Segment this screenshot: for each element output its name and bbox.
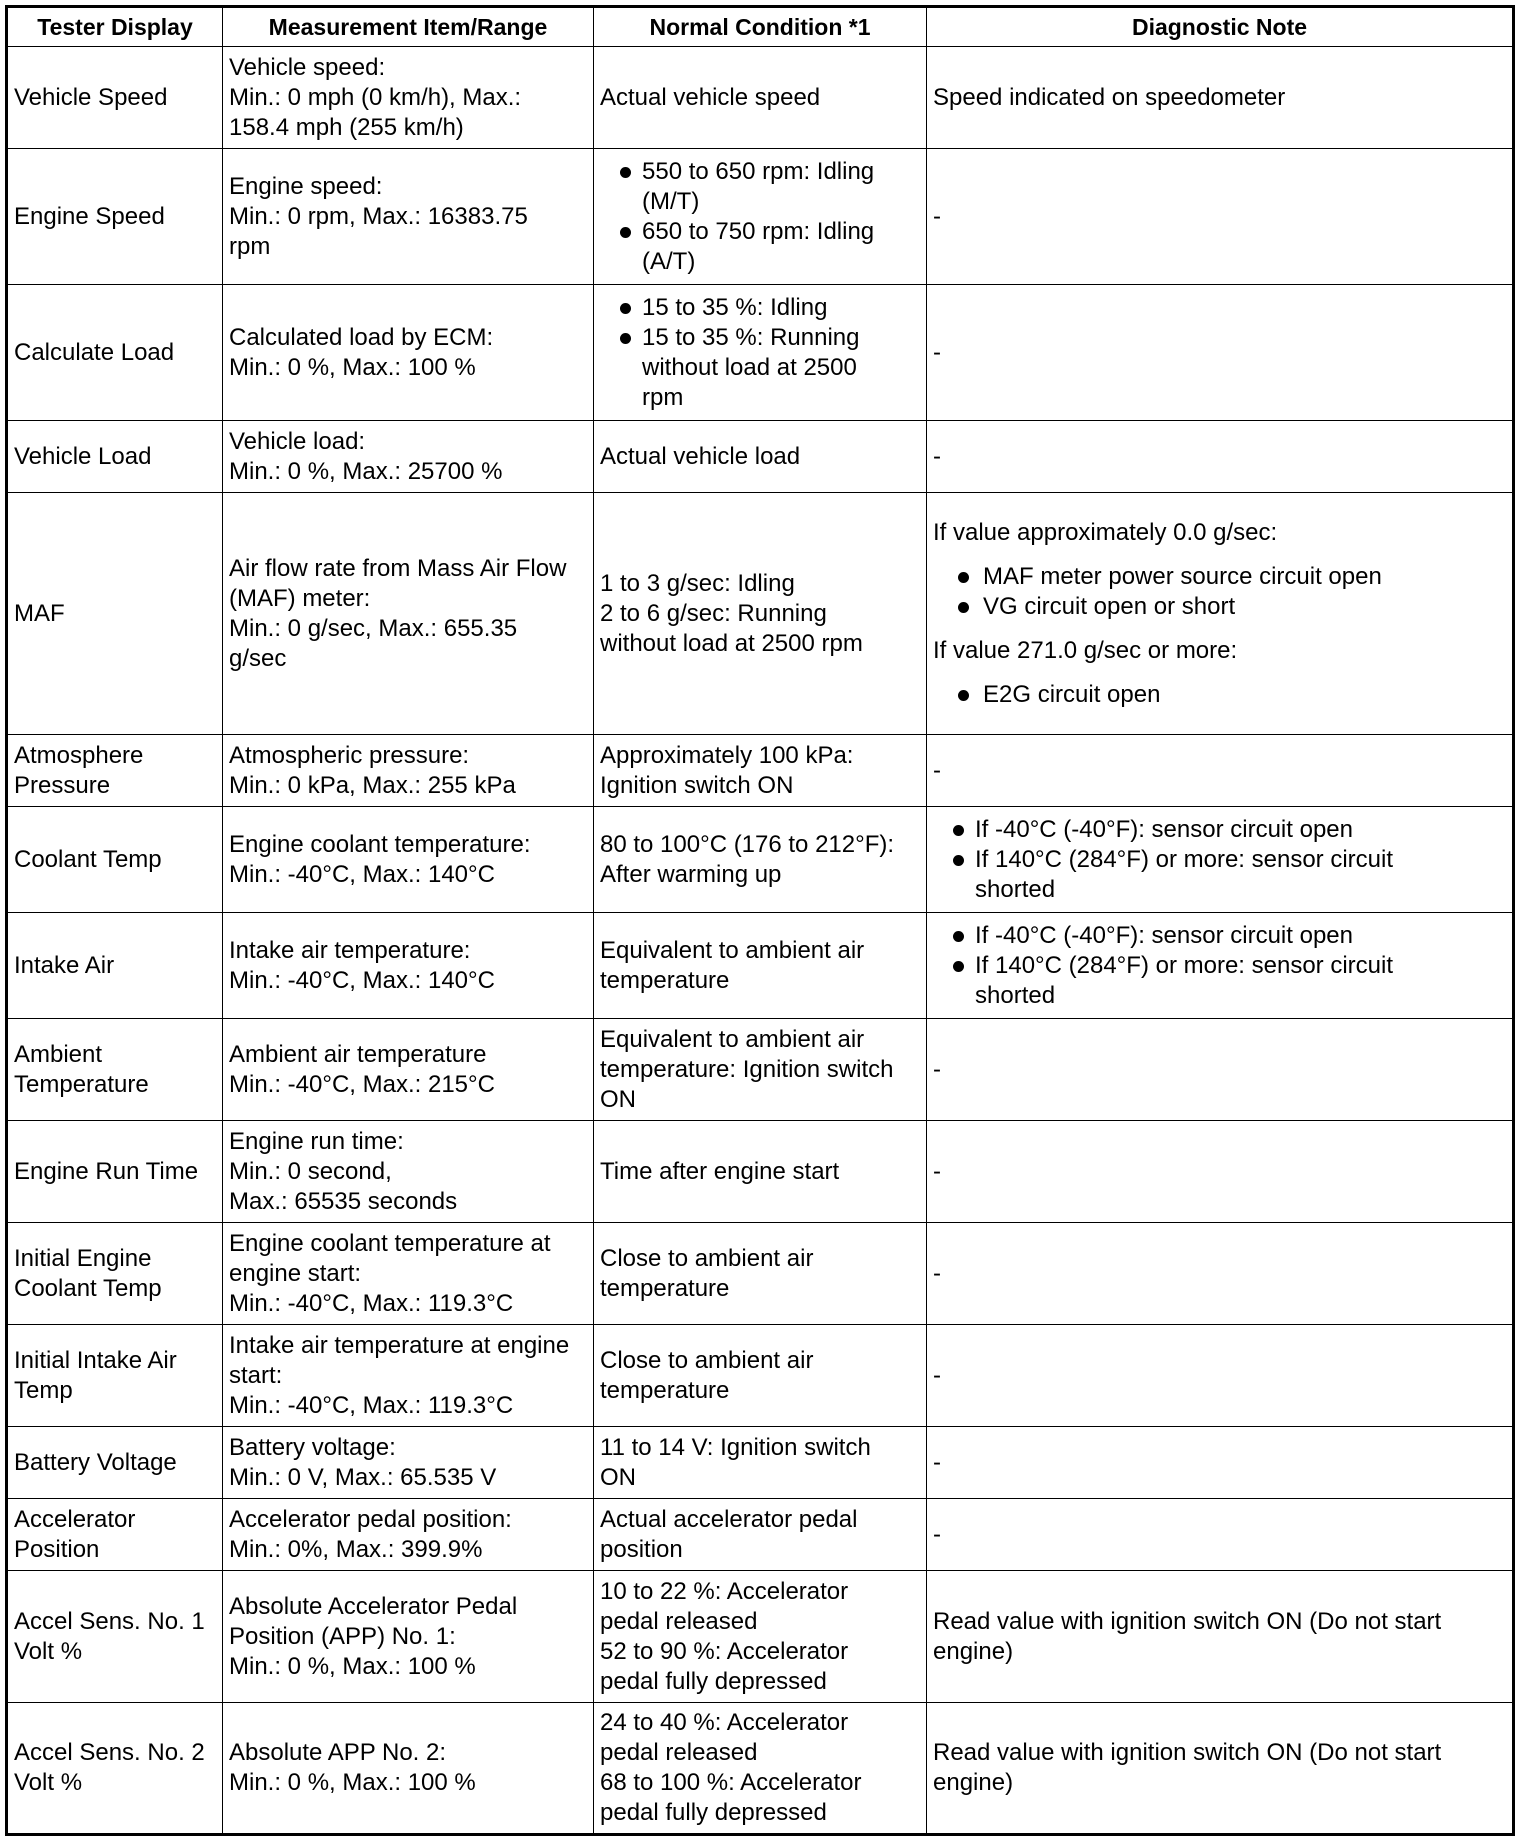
text-line: After warming up — [600, 860, 782, 888]
text-line: - — [933, 756, 941, 784]
text-line: - — [933, 202, 941, 230]
table-row — [7, 1019, 1514, 1121]
cell-measurement-range — [223, 1703, 594, 1835]
text-line: 68 to 100 %: Accelerator — [600, 1769, 862, 1796]
note-intro: If value 271.0 g/sec or more: — [933, 636, 1238, 664]
text-line: MAF — [14, 599, 65, 627]
text-line: temperature: Ignition switch — [600, 1055, 894, 1083]
table-body — [7, 47, 1514, 1835]
cell-diagnostic-note — [927, 149, 1514, 285]
text-line: - — [933, 1361, 941, 1389]
table-row — [7, 421, 1514, 493]
text-line: temperature — [600, 966, 730, 994]
text-line: Min.: 0 second, — [229, 1157, 392, 1185]
text-line: Calculate Load — [14, 338, 175, 366]
text-line: Accelerator pedal position: — [229, 1505, 512, 1533]
bullet-item — [600, 323, 920, 413]
text-line: Min.: -40°C, Max.: 119.3°C — [229, 1391, 514, 1419]
text-line: pedal released — [600, 1607, 758, 1635]
cell-diagnostic-note — [927, 1325, 1514, 1427]
text-line: Time after engine start — [600, 1157, 840, 1185]
cell-normal-condition — [594, 149, 927, 285]
cell-tester-display — [7, 1571, 223, 1703]
table-row — [7, 1325, 1514, 1427]
text-line: 10 to 22 %: Accelerator — [600, 1577, 849, 1605]
text-line: - — [933, 338, 941, 366]
cell-tester-display — [7, 1223, 223, 1325]
cell-normal-condition — [594, 1571, 927, 1703]
cell-normal-condition — [594, 1703, 927, 1835]
text-line: Min.: 0%, Max.: 399.9% — [229, 1535, 483, 1563]
text-line: Actual vehicle load — [600, 442, 801, 470]
text-line: Coolant Temp — [14, 1274, 162, 1302]
text-line: Min.: 0 kPa, Max.: 255 kPa — [229, 771, 516, 799]
cell-measurement-range — [223, 1325, 594, 1427]
cell-tester-display — [7, 285, 223, 421]
bullet-item — [600, 293, 920, 323]
cell-diagnostic-note — [927, 1571, 1514, 1703]
table-row — [7, 1703, 1514, 1835]
cell-diagnostic-note — [927, 1499, 1514, 1571]
text-line: Vehicle load: — [229, 427, 366, 455]
cell-normal-condition — [594, 47, 927, 149]
table-row — [7, 1499, 1514, 1571]
bullet-line: 15 to 35 %: Idling — [642, 293, 828, 321]
text-line: engine) — [933, 1637, 1014, 1665]
text-line: Read value with ignition switch ON (Do not start — [933, 1607, 1442, 1635]
text-line: Engine speed: — [229, 172, 383, 200]
cell-normal-condition — [594, 1499, 927, 1571]
text-line: Speed indicated on speedometer — [933, 83, 1286, 111]
text-line: Accel Sens. No. 1 — [14, 1607, 205, 1635]
text-line: Battery Voltage — [14, 1448, 177, 1476]
cell-measurement-range — [223, 1121, 594, 1223]
bullet-item — [933, 921, 1506, 951]
text-line: Position (APP) No. 1: — [229, 1622, 456, 1650]
text-line: Min.: 0 %, Max.: 25700 % — [229, 457, 503, 485]
bullet-list — [933, 921, 1506, 1011]
text-line: Vehicle Load — [14, 442, 152, 470]
table-row — [7, 1427, 1514, 1499]
table-row — [7, 1121, 1514, 1223]
text-line: Max.: 65535 seconds — [229, 1187, 458, 1215]
text-line: pedal fully depressed — [600, 1667, 827, 1695]
text-line: Read value with ignition switch ON (Do not start — [933, 1739, 1442, 1766]
cell-normal-condition — [594, 735, 927, 807]
bullet-line: rpm — [642, 383, 684, 411]
text-line: Intake air temperature at engine — [229, 1331, 570, 1359]
cell-normal-condition — [594, 1019, 927, 1121]
note-spacer — [933, 548, 1506, 562]
text-line: Approximately 100 kPa: — [600, 741, 854, 769]
text-line: engine) — [933, 1769, 1014, 1796]
text-line: Volt % — [14, 1769, 83, 1796]
bullet-list — [933, 562, 1506, 622]
text-line: Absolute APP No. 2: — [229, 1739, 447, 1766]
bullet-list — [600, 293, 920, 413]
text-line: - — [933, 1259, 941, 1287]
text-line: Min.: -40°C, Max.: 215°C — [229, 1070, 495, 1098]
bullet-item — [933, 815, 1506, 845]
text-line: - — [933, 1157, 941, 1185]
header-row — [7, 7, 1514, 47]
cell-tester-display — [7, 421, 223, 493]
bullet-line: If 140°C (284°F) or more: sensor circuit — [975, 845, 1393, 873]
text-line: Equivalent to ambient air — [600, 1025, 865, 1053]
cell-tester-display — [7, 1703, 223, 1835]
table-row — [7, 735, 1514, 807]
header-diagnostic-note: Diagnostic Note — [927, 7, 1514, 47]
cell-measurement-range — [223, 1571, 594, 1703]
cell-normal-condition — [594, 807, 927, 913]
text-line: g/sec — [229, 644, 287, 672]
cell-measurement-range — [223, 1223, 594, 1325]
cell-tester-display — [7, 913, 223, 1019]
cell-measurement-range — [223, 149, 594, 285]
text-line: 80 to 100°C (176 to 212°F): — [600, 830, 895, 858]
text-line: 24 to 40 %: Accelerator — [600, 1709, 849, 1736]
note-intro: If value approximately 0.0 g/sec: — [933, 518, 1278, 546]
header-tester-display: Tester Display — [7, 7, 223, 47]
text-line: Engine coolant temperature at — [229, 1229, 551, 1257]
cell-tester-display — [7, 1427, 223, 1499]
text-line: Air flow rate from Mass Air Flow — [229, 554, 567, 582]
cell-tester-display — [7, 807, 223, 913]
cell-diagnostic-note — [927, 1223, 1514, 1325]
text-line: Calculated load by ECM: — [229, 323, 494, 351]
cell-measurement-range — [223, 1019, 594, 1121]
cell-measurement-range — [223, 1427, 594, 1499]
cell-measurement-range — [223, 807, 594, 913]
cell-tester-display — [7, 1499, 223, 1571]
cell-measurement-range — [223, 913, 594, 1019]
text-line: Min.: 0 V, Max.: 65.535 V — [229, 1463, 497, 1491]
note-spacer — [933, 622, 1506, 636]
text-line: Absolute Accelerator Pedal — [229, 1592, 518, 1620]
text-line: Ambient — [14, 1040, 103, 1068]
cell-normal-condition — [594, 421, 927, 493]
cell-tester-display — [7, 735, 223, 807]
text-line: Min.: 0 mph (0 km/h), Max.: — [229, 83, 522, 111]
cell-diagnostic-note — [927, 1427, 1514, 1499]
table-row — [7, 493, 1514, 735]
bullet-item — [933, 951, 1506, 1011]
text-line: Initial Intake Air — [14, 1346, 177, 1374]
table-row — [7, 913, 1514, 1019]
table-row — [7, 1571, 1514, 1703]
bullet-list — [933, 680, 1506, 710]
header-measurement-item: Measurement Item/Range — [223, 7, 594, 47]
cell-measurement-range — [223, 47, 594, 149]
text-line: ON — [600, 1463, 636, 1491]
table-row — [7, 47, 1514, 149]
text-line: Min.: -40°C, Max.: 119.3°C — [229, 1289, 514, 1317]
cell-diagnostic-note — [927, 1019, 1514, 1121]
cell-tester-display — [7, 47, 223, 149]
text-line: Engine Run Time — [14, 1157, 199, 1185]
text-line: ON — [600, 1085, 636, 1113]
table-row — [7, 149, 1514, 285]
cell-tester-display — [7, 1121, 223, 1223]
cell-normal-condition — [594, 1427, 927, 1499]
text-line: 11 to 14 V: Ignition switch — [600, 1433, 871, 1461]
bullet-line: If -40°C (-40°F): sensor circuit open — [975, 815, 1353, 843]
text-line: Atmosphere — [14, 741, 144, 769]
bullet-line: shorted — [975, 875, 1056, 903]
bullet-item: MAF meter power source circuit open — [933, 562, 1506, 592]
text-line: start: — [229, 1361, 283, 1389]
text-line: - — [933, 1520, 941, 1548]
text-line: Min.: 0 %, Max.: 100 % — [229, 353, 476, 381]
text-line: Pressure — [14, 771, 111, 799]
cell-normal-condition — [594, 285, 927, 421]
text-line: Atmospheric pressure: — [229, 741, 470, 769]
data-list-table — [5, 5, 1515, 1836]
bullet-line: (A/T) — [642, 247, 696, 275]
cell-measurement-range — [223, 1499, 594, 1571]
cell-diagnostic-note — [927, 421, 1514, 493]
bullet-item — [600, 217, 920, 277]
cell-tester-display — [7, 493, 223, 735]
text-line: rpm — [229, 232, 271, 260]
text-line: Actual vehicle speed — [600, 83, 821, 111]
cell-tester-display — [7, 1325, 223, 1427]
text-line: 1 to 3 g/sec: Idling — [600, 569, 795, 597]
bullet-item: VG circuit open or short — [933, 592, 1506, 622]
header-normal-condition: Normal Condition *1 — [594, 7, 927, 47]
text-line: 52 to 90 %: Accelerator — [600, 1637, 849, 1665]
cell-tester-display — [7, 1019, 223, 1121]
text-line: Close to ambient air — [600, 1346, 814, 1374]
text-line: Vehicle speed: — [229, 53, 386, 81]
cell-normal-condition — [594, 1121, 927, 1223]
bullet-list — [933, 815, 1506, 905]
text-line: Volt % — [14, 1637, 83, 1665]
text-line: Ignition switch ON — [600, 771, 794, 799]
bullet-line: If 140°C (284°F) or more: sensor circuit — [975, 951, 1393, 979]
text-line: pedal released — [600, 1739, 758, 1766]
text-line: Temp — [14, 1376, 73, 1404]
bullet-list — [600, 157, 920, 277]
text-line: Close to ambient air — [600, 1244, 814, 1272]
text-line: Battery voltage: — [229, 1433, 396, 1461]
text-line: Engine Speed — [14, 202, 165, 230]
note-spacer — [933, 666, 1506, 680]
cell-normal-condition — [594, 1325, 927, 1427]
bullet-line: without load at 2500 — [642, 353, 857, 381]
text-line: Intake Air — [14, 951, 115, 979]
bullet-item: E2G circuit open — [933, 680, 1506, 710]
text-line: position — [600, 1535, 683, 1563]
table-row — [7, 1223, 1514, 1325]
text-line: Engine coolant temperature: — [229, 830, 531, 858]
text-line: (MAF) meter: — [229, 584, 371, 612]
text-line: Intake air temperature: — [229, 936, 471, 964]
cell-measurement-range — [223, 493, 594, 735]
text-line: without load at 2500 rpm — [600, 629, 863, 657]
text-line: - — [933, 442, 941, 470]
bullet-line: shorted — [975, 981, 1056, 1009]
table-row — [7, 807, 1514, 913]
text-line: Min.: -40°C, Max.: 140°C — [229, 966, 495, 994]
text-line: Vehicle Speed — [14, 83, 168, 111]
bullet-line: 550 to 650 rpm: Idling — [642, 157, 875, 185]
text-line: pedal fully depressed — [600, 1799, 827, 1826]
bullet-line: 650 to 750 rpm: Idling — [642, 217, 875, 245]
text-line: Accelerator — [14, 1505, 136, 1533]
cell-diagnostic-note — [927, 1121, 1514, 1223]
cell-diagnostic-note — [927, 735, 1514, 807]
text-line: - — [933, 1448, 941, 1476]
text-line: temperature — [600, 1376, 730, 1404]
text-line: - — [933, 1055, 941, 1083]
text-line: Equivalent to ambient air — [600, 936, 865, 964]
text-line: Ambient air temperature — [229, 1040, 487, 1068]
cell-normal-condition — [594, 913, 927, 1019]
text-line: Min.: 0 rpm, Max.: 16383.75 — [229, 202, 528, 230]
table-row — [7, 285, 1514, 421]
text-line: Min.: 0 %, Max.: 100 % — [229, 1652, 476, 1680]
bullet-line: 15 to 35 %: Running — [642, 323, 860, 351]
bullet-item — [933, 845, 1506, 905]
cell-normal-condition — [594, 1223, 927, 1325]
text-line: Temperature — [14, 1070, 149, 1098]
cell-tester-display — [7, 149, 223, 285]
text-line: Engine run time: — [229, 1127, 404, 1155]
cell-diagnostic-note — [927, 285, 1514, 421]
text-line: Position — [14, 1535, 100, 1563]
text-line: Initial Engine — [14, 1244, 152, 1272]
bullet-item — [600, 157, 920, 217]
bullet-line: (M/T) — [642, 187, 700, 215]
cell-diagnostic-note — [927, 807, 1514, 913]
cell-measurement-range — [223, 421, 594, 493]
cell-measurement-range — [223, 735, 594, 807]
text-line: 2 to 6 g/sec: Running — [600, 599, 827, 627]
text-line: Actual accelerator pedal — [600, 1505, 858, 1533]
text-line: Min.: -40°C, Max.: 140°C — [229, 860, 495, 888]
cell-diagnostic-note — [927, 913, 1514, 1019]
text-line: Min.: 0 %, Max.: 100 % — [229, 1769, 476, 1796]
text-line: Min.: 0 g/sec, Max.: 655.35 — [229, 614, 518, 642]
cell-diagnostic-note — [927, 47, 1514, 149]
cell-measurement-range — [223, 285, 594, 421]
text-line: engine start: — [229, 1259, 362, 1287]
text-line: Accel Sens. No. 2 — [14, 1739, 205, 1766]
text-line: temperature — [600, 1274, 730, 1302]
text-line: Coolant Temp — [14, 845, 162, 873]
cell-normal-condition — [594, 493, 927, 735]
bullet-line: If -40°C (-40°F): sensor circuit open — [975, 921, 1353, 949]
cell-diagnostic-note — [927, 493, 1514, 735]
cell-diagnostic-note — [927, 1703, 1514, 1835]
text-line: 158.4 mph (255 km/h) — [229, 113, 464, 141]
